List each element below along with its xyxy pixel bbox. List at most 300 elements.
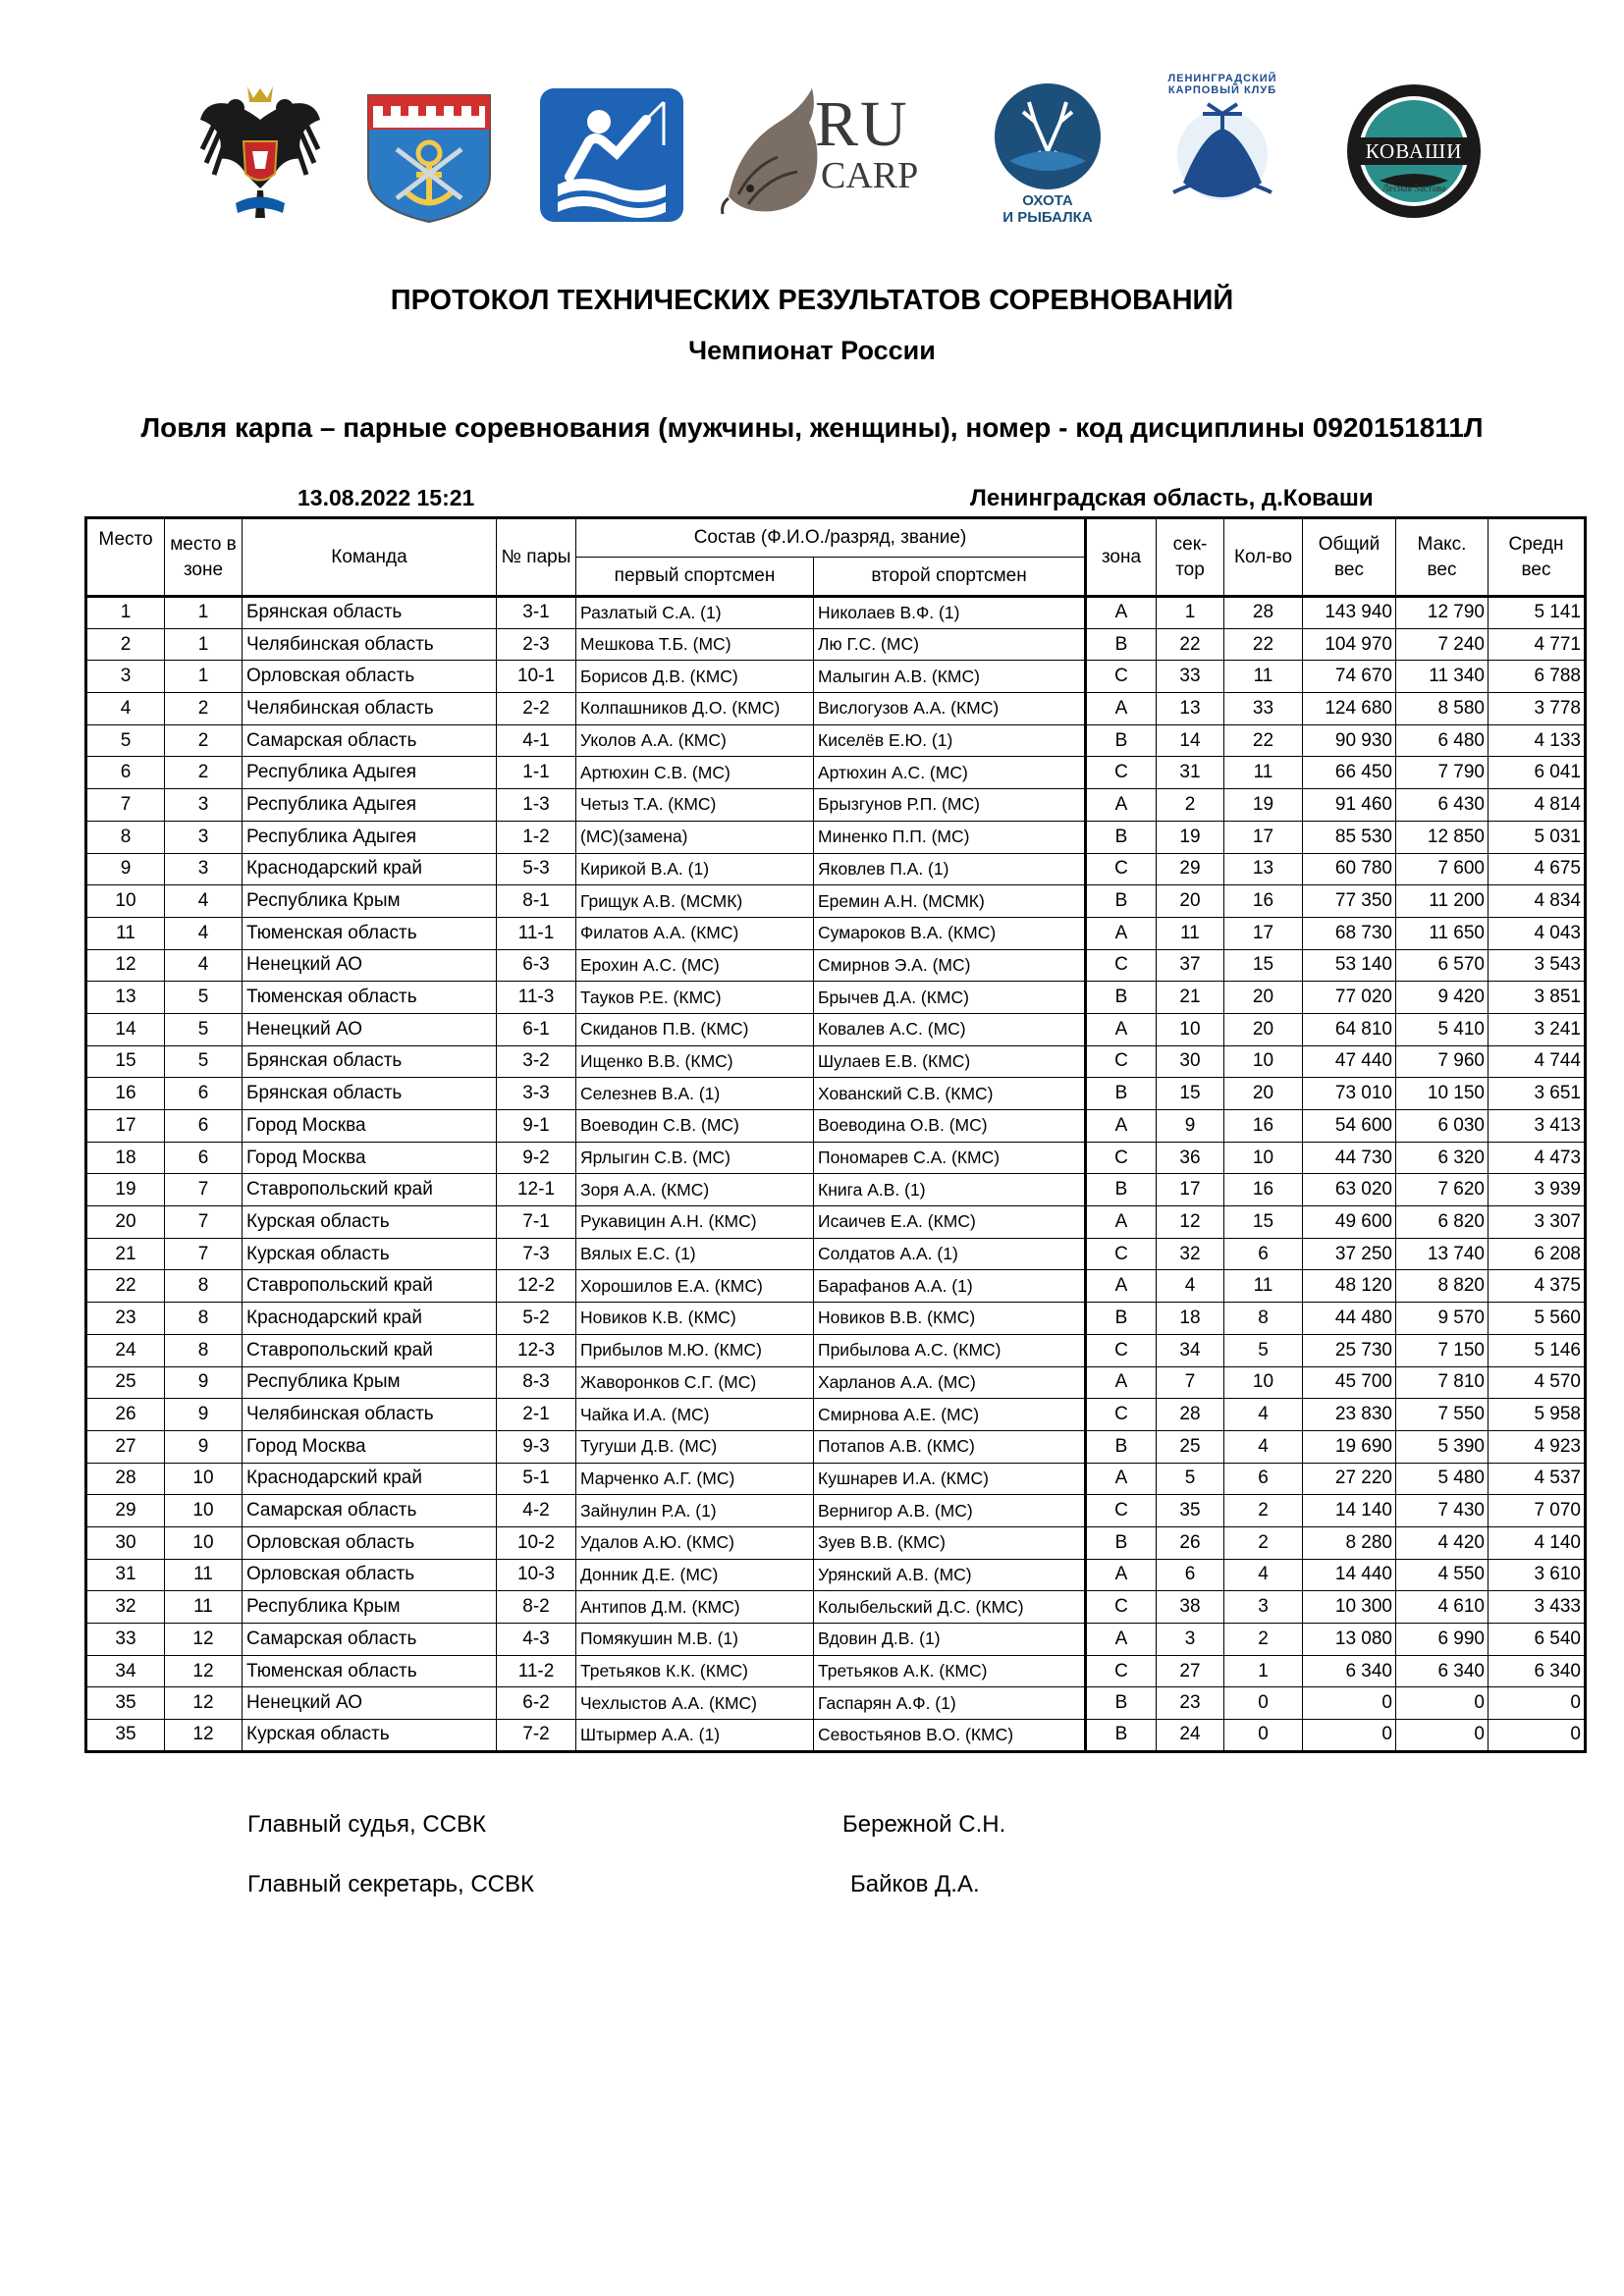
cell-team: Брянская область xyxy=(243,1078,497,1110)
cell-pair-no: 1-1 xyxy=(497,757,576,789)
cell-team: Самарская область xyxy=(243,724,497,757)
cell-avg-weight: 4 537 xyxy=(1489,1463,1586,1495)
cell-pair-no: 2-1 xyxy=(497,1399,576,1431)
cell-sector: 7 xyxy=(1157,1366,1224,1399)
cell-zone: C xyxy=(1086,949,1157,982)
cell-max-weight: 4 610 xyxy=(1396,1591,1489,1624)
cell-zone-place: 9 xyxy=(165,1430,243,1463)
table-row xyxy=(86,1142,1586,1174)
cell-pair-no: 2-3 xyxy=(497,628,576,661)
cell-first-athlete: Воеводин С.В. (МС) xyxy=(576,1110,814,1143)
russian-coat-of-arms-icon xyxy=(196,80,324,228)
cell-max-weight: 6 990 xyxy=(1396,1624,1489,1656)
cell-max-weight: 11 340 xyxy=(1396,661,1489,693)
table-row xyxy=(86,1238,1586,1270)
cell-zone-place: 7 xyxy=(165,1238,243,1270)
table-row xyxy=(86,1591,1586,1624)
cell-first-athlete: Удалов А.Ю. (КМС) xyxy=(576,1526,814,1559)
cell-second-athlete: Пономарев С.А. (КМС) xyxy=(814,1142,1086,1174)
table-row xyxy=(86,1399,1586,1431)
table-row xyxy=(86,1045,1586,1078)
cell-max-weight: 6 320 xyxy=(1396,1142,1489,1174)
cell-team: Республика Адыгея xyxy=(243,789,497,822)
cell-count: 11 xyxy=(1224,1270,1303,1303)
cell-second-athlete: Солдатов А.А. (1) xyxy=(814,1238,1086,1270)
cell-second-athlete: Исаичев Е.А. (КМС) xyxy=(814,1206,1086,1239)
cell-count: 22 xyxy=(1224,628,1303,661)
cell-place: 28 xyxy=(86,1463,165,1495)
cell-max-weight: 6 480 xyxy=(1396,724,1489,757)
leningrad-carp-club-text: ЛЕНИНГРАДСКИЙ КАРПОВЫЙ КЛУБ xyxy=(1167,73,1277,96)
table-row xyxy=(86,1495,1586,1527)
logo-strip xyxy=(0,69,1624,245)
ru-carp-ru: RU xyxy=(815,88,909,160)
cell-total-weight: 68 730 xyxy=(1303,917,1396,949)
cell-count: 11 xyxy=(1224,661,1303,693)
cell-avg-weight: 4 814 xyxy=(1489,789,1586,822)
cell-team: Самарская область xyxy=(243,1624,497,1656)
cell-count: 4 xyxy=(1224,1559,1303,1591)
cell-team: Республика Крым xyxy=(243,885,497,918)
cell-second-athlete: Книга А.В. (1) xyxy=(814,1174,1086,1206)
col-first-athlete: первый спортсмен xyxy=(576,558,814,597)
fishing-sport-icon xyxy=(538,86,685,224)
cell-zone-place: 7 xyxy=(165,1206,243,1239)
cell-zone: A xyxy=(1086,789,1157,822)
cell-team: Брянская область xyxy=(243,1045,497,1078)
cell-pair-no: 8-1 xyxy=(497,885,576,918)
cell-team: Курская область xyxy=(243,1238,497,1270)
cell-zone: B xyxy=(1086,1526,1157,1559)
cell-sector: 3 xyxy=(1157,1624,1224,1656)
cell-avg-weight: 3 778 xyxy=(1489,693,1586,725)
cell-team: Челябинская область xyxy=(243,628,497,661)
cell-first-athlete: Артюхин С.В. (МС) xyxy=(576,757,814,789)
cell-zone: A xyxy=(1086,1013,1157,1045)
cell-pair-no: 1-2 xyxy=(497,821,576,853)
cell-first-athlete: Селезнев В.А. (1) xyxy=(576,1078,814,1110)
cell-first-athlete: Зоря А.А. (КМС) xyxy=(576,1174,814,1206)
cell-avg-weight: 4 923 xyxy=(1489,1430,1586,1463)
cell-second-athlete: Малыгин А.В. (КМС) xyxy=(814,661,1086,693)
table-row xyxy=(86,789,1586,822)
cell-zone: B xyxy=(1086,628,1157,661)
cell-first-athlete: Четыз Т.А. (КМС) xyxy=(576,789,814,822)
cell-first-athlete: Хорошилов Е.А. (КМС) xyxy=(576,1270,814,1303)
cell-second-athlete: Третьяков А.К. (КМС) xyxy=(814,1655,1086,1687)
cell-first-athlete: Мешкова Т.Б. (МС) xyxy=(576,628,814,661)
cell-avg-weight: 4 043 xyxy=(1489,917,1586,949)
cell-zone-place: 5 xyxy=(165,982,243,1014)
cell-pair-no: 10-3 xyxy=(497,1559,576,1591)
cell-pair-no: 4-2 xyxy=(497,1495,576,1527)
cell-max-weight: 12 790 xyxy=(1396,597,1489,629)
results-table-header xyxy=(86,518,1586,597)
cell-sector: 31 xyxy=(1157,757,1224,789)
cell-max-weight: 7 790 xyxy=(1396,757,1489,789)
cell-count: 2 xyxy=(1224,1495,1303,1527)
cell-total-weight: 124 680 xyxy=(1303,693,1396,725)
cell-count: 10 xyxy=(1224,1142,1303,1174)
cell-sector: 26 xyxy=(1157,1526,1224,1559)
cell-max-weight: 13 740 xyxy=(1396,1238,1489,1270)
cell-place: 24 xyxy=(86,1334,165,1366)
cell-team: Республика Адыгея xyxy=(243,821,497,853)
cell-team: Курская область xyxy=(243,1720,497,1752)
cell-second-athlete: Шулаев Е.В. (КМС) xyxy=(814,1045,1086,1078)
cell-total-weight: 73 010 xyxy=(1303,1078,1396,1110)
cell-zone: A xyxy=(1086,1270,1157,1303)
cell-zone: B xyxy=(1086,1687,1157,1720)
table-row xyxy=(86,1463,1586,1495)
table-row xyxy=(86,1174,1586,1206)
cell-total-weight: 14 140 xyxy=(1303,1495,1396,1527)
cell-zone: B xyxy=(1086,1430,1157,1463)
cell-zone: A xyxy=(1086,693,1157,725)
cell-first-athlete: Новиков К.В. (КМС) xyxy=(576,1303,814,1335)
cell-total-weight: 104 970 xyxy=(1303,628,1396,661)
cell-avg-weight: 7 070 xyxy=(1489,1495,1586,1527)
table-row xyxy=(86,1270,1586,1303)
cell-zone-place: 3 xyxy=(165,853,243,885)
cell-count: 22 xyxy=(1224,724,1303,757)
cell-team: Город Москва xyxy=(243,1430,497,1463)
cell-place: 1 xyxy=(86,597,165,629)
cell-count: 15 xyxy=(1224,1206,1303,1239)
cell-second-athlete: Николаев В.Ф. (1) xyxy=(814,597,1086,629)
col-sector: сек-тор xyxy=(1157,518,1224,597)
cell-place: 8 xyxy=(86,821,165,853)
cell-pair-no: 10-2 xyxy=(497,1526,576,1559)
protocol-date: 13.08.2022 15:21 xyxy=(298,485,475,510)
cell-place: 6 xyxy=(86,757,165,789)
cell-count: 15 xyxy=(1224,949,1303,982)
table-row xyxy=(86,1430,1586,1463)
cell-zone-place: 7 xyxy=(165,1174,243,1206)
cell-pair-no: 5-3 xyxy=(497,853,576,885)
cell-total-weight: 23 830 xyxy=(1303,1399,1396,1431)
cell-zone-place: 10 xyxy=(165,1463,243,1495)
cell-avg-weight: 4 771 xyxy=(1489,628,1586,661)
cell-max-weight: 8 820 xyxy=(1396,1270,1489,1303)
cell-zone: B xyxy=(1086,885,1157,918)
protocol-title: ПРОТОКОЛ ТЕХНИЧЕСКИХ РЕЗУЛЬТАТОВ СОРЕВНОВАНИЙ xyxy=(390,285,1234,316)
cell-avg-weight: 3 851 xyxy=(1489,982,1586,1014)
cell-max-weight: 7 430 xyxy=(1396,1495,1489,1527)
cell-team: Самарская область xyxy=(243,1495,497,1527)
cell-pair-no: 3-3 xyxy=(497,1078,576,1110)
cell-total-weight: 6 340 xyxy=(1303,1655,1396,1687)
cell-second-athlete: Вдовин Д.В. (1) xyxy=(814,1624,1086,1656)
cell-zone-place: 4 xyxy=(165,949,243,982)
cell-zone: C xyxy=(1086,757,1157,789)
cell-avg-weight: 3 413 xyxy=(1489,1110,1586,1143)
cell-zone: C xyxy=(1086,1045,1157,1078)
cell-second-athlete: Кушнарев И.А. (КМС) xyxy=(814,1463,1086,1495)
cell-max-weight: 7 600 xyxy=(1396,853,1489,885)
cell-team: Курская область xyxy=(243,1206,497,1239)
cell-zone-place: 6 xyxy=(165,1078,243,1110)
cell-first-athlete: Помякушин М.В. (1) xyxy=(576,1624,814,1656)
cell-max-weight: 4 420 xyxy=(1396,1526,1489,1559)
cell-zone: B xyxy=(1086,1078,1157,1110)
cell-count: 28 xyxy=(1224,597,1303,629)
cell-team: Челябинская область xyxy=(243,693,497,725)
cell-total-weight: 49 600 xyxy=(1303,1206,1396,1239)
cell-zone-place: 12 xyxy=(165,1624,243,1656)
cell-team: Орловская область xyxy=(243,661,497,693)
cell-zone: C xyxy=(1086,1655,1157,1687)
cell-first-athlete: Тугуши Д.В. (МС) xyxy=(576,1430,814,1463)
cell-total-weight: 66 450 xyxy=(1303,757,1396,789)
cell-count: 11 xyxy=(1224,757,1303,789)
cell-sector: 25 xyxy=(1157,1430,1224,1463)
cell-place: 25 xyxy=(86,1366,165,1399)
cell-sector: 5 xyxy=(1157,1463,1224,1495)
cell-sector: 23 xyxy=(1157,1687,1224,1720)
cell-pair-no: 9-1 xyxy=(497,1110,576,1143)
cell-total-weight: 77 020 xyxy=(1303,982,1396,1014)
cell-team: Краснодарский край xyxy=(243,1303,497,1335)
cell-place: 14 xyxy=(86,1013,165,1045)
cell-count: 16 xyxy=(1224,885,1303,918)
cell-first-athlete: Антипов Д.М. (КМС) xyxy=(576,1591,814,1624)
cell-place: 20 xyxy=(86,1206,165,1239)
cell-total-weight: 90 930 xyxy=(1303,724,1396,757)
cell-team: Орловская область xyxy=(243,1526,497,1559)
cell-place: 32 xyxy=(86,1591,165,1624)
cell-sector: 2 xyxy=(1157,789,1224,822)
cell-zone: C xyxy=(1086,1334,1157,1366)
table-row xyxy=(86,724,1586,757)
table-row xyxy=(86,1655,1586,1687)
cell-place: 34 xyxy=(86,1655,165,1687)
cell-total-weight: 48 120 xyxy=(1303,1270,1396,1303)
cell-avg-weight: 3 610 xyxy=(1489,1559,1586,1591)
cell-team: Брянская область xyxy=(243,597,497,629)
cell-zone: A xyxy=(1086,1366,1157,1399)
cell-avg-weight: 6 540 xyxy=(1489,1624,1586,1656)
cell-sector: 34 xyxy=(1157,1334,1224,1366)
cell-total-weight: 10 300 xyxy=(1303,1591,1396,1624)
cell-avg-weight: 3 651 xyxy=(1489,1078,1586,1110)
chief-secretary-label: Главный секретарь, ССВК xyxy=(247,1871,534,1897)
cell-total-weight: 77 350 xyxy=(1303,885,1396,918)
cell-count: 10 xyxy=(1224,1045,1303,1078)
cell-avg-weight: 4 744 xyxy=(1489,1045,1586,1078)
cell-total-weight: 85 530 xyxy=(1303,821,1396,853)
cell-team: Челябинская область xyxy=(243,1399,497,1431)
cell-avg-weight: 3 433 xyxy=(1489,1591,1586,1624)
cell-max-weight: 7 240 xyxy=(1396,628,1489,661)
cell-max-weight: 6 030 xyxy=(1396,1110,1489,1143)
table-row xyxy=(86,1559,1586,1591)
cell-avg-weight: 6 041 xyxy=(1489,757,1586,789)
leningrad-carp-club-logo-icon xyxy=(1149,75,1296,230)
col-composition: Состав (Ф.И.О./разряд, звание) xyxy=(576,518,1086,558)
cell-avg-weight: 4 133 xyxy=(1489,724,1586,757)
cell-place: 22 xyxy=(86,1270,165,1303)
cell-team: Ставропольский край xyxy=(243,1270,497,1303)
cell-place: 5 xyxy=(86,724,165,757)
table-row xyxy=(86,982,1586,1014)
cell-max-weight: 6 430 xyxy=(1396,789,1489,822)
cell-first-athlete: Чайка И.А. (МС) xyxy=(576,1399,814,1431)
cell-count: 20 xyxy=(1224,1078,1303,1110)
cell-total-weight: 143 940 xyxy=(1303,597,1396,629)
cell-team: Город Москва xyxy=(243,1110,497,1143)
cell-pair-no: 11-1 xyxy=(497,917,576,949)
cell-avg-weight: 4 473 xyxy=(1489,1142,1586,1174)
discipline-title: Ловля карпа – парные соревнования (мужчины, женщины), номер - код дисциплины 0920151811Л xyxy=(140,412,1484,443)
cell-total-weight: 13 080 xyxy=(1303,1624,1396,1656)
cell-avg-weight: 6 208 xyxy=(1489,1238,1586,1270)
cell-second-athlete: Харланов А.А. (МС) xyxy=(814,1366,1086,1399)
cell-place: 26 xyxy=(86,1399,165,1431)
cell-total-weight: 44 730 xyxy=(1303,1142,1396,1174)
cell-team: Тюменская область xyxy=(243,982,497,1014)
cell-place: 29 xyxy=(86,1495,165,1527)
cell-sector: 14 xyxy=(1157,724,1224,757)
cell-place: 4 xyxy=(86,693,165,725)
cell-max-weight: 6 340 xyxy=(1396,1655,1489,1687)
table-row xyxy=(86,628,1586,661)
table-row xyxy=(86,1206,1586,1239)
cell-max-weight: 11 200 xyxy=(1396,885,1489,918)
table-row xyxy=(86,693,1586,725)
cell-team: Республика Адыгея xyxy=(243,757,497,789)
cell-avg-weight: 5 141 xyxy=(1489,597,1586,629)
cell-total-weight: 53 140 xyxy=(1303,949,1396,982)
cell-zone: A xyxy=(1086,1624,1157,1656)
cell-pair-no: 1-3 xyxy=(497,789,576,822)
kovashi-text xyxy=(1345,139,1483,194)
cell-zone: C xyxy=(1086,1399,1157,1431)
table-row xyxy=(86,1110,1586,1143)
cell-place: 35 xyxy=(86,1720,165,1752)
cell-sector: 1 xyxy=(1157,597,1224,629)
cell-avg-weight: 4 834 xyxy=(1489,885,1586,918)
leningrad-oblast-emblem-icon xyxy=(365,92,493,224)
ru-carp-carp: CARP xyxy=(821,155,919,196)
cell-sector: 38 xyxy=(1157,1591,1224,1624)
cell-count: 20 xyxy=(1224,982,1303,1014)
cell-team: Тюменская область xyxy=(243,1655,497,1687)
okhota-i-rybalka-logo-icon xyxy=(990,82,1106,190)
cell-total-weight: 63 020 xyxy=(1303,1174,1396,1206)
cell-pair-no: 2-2 xyxy=(497,693,576,725)
cell-avg-weight: 4 375 xyxy=(1489,1270,1586,1303)
cell-total-weight: 45 700 xyxy=(1303,1366,1396,1399)
cell-team: Ненецкий АО xyxy=(243,949,497,982)
cell-zone-place: 2 xyxy=(165,724,243,757)
cell-team: Краснодарский край xyxy=(243,1463,497,1495)
cell-first-athlete: Скиданов П.В. (КМС) xyxy=(576,1013,814,1045)
cell-place: 7 xyxy=(86,789,165,822)
cell-zone-place: 2 xyxy=(165,757,243,789)
cell-max-weight: 7 150 xyxy=(1396,1334,1489,1366)
table-row xyxy=(86,1334,1586,1366)
cell-first-athlete: Разлатый С.А. (1) xyxy=(576,597,814,629)
cell-second-athlete: Вернигор А.В. (МС) xyxy=(814,1495,1086,1527)
cell-team: Ненецкий АО xyxy=(243,1687,497,1720)
cell-max-weight: 7 550 xyxy=(1396,1399,1489,1431)
cell-sector: 11 xyxy=(1157,917,1224,949)
cell-avg-weight: 0 xyxy=(1489,1720,1586,1752)
cell-count: 5 xyxy=(1224,1334,1303,1366)
cell-second-athlete: Брызгунов Р.П. (МС) xyxy=(814,789,1086,822)
table-row xyxy=(86,885,1586,918)
cell-max-weight: 0 xyxy=(1396,1687,1489,1720)
cell-zone: B xyxy=(1086,1720,1157,1752)
cell-first-athlete: Колпашников Д.О. (КМС) xyxy=(576,693,814,725)
cell-avg-weight: 4 570 xyxy=(1489,1366,1586,1399)
cell-pair-no: 11-2 xyxy=(497,1655,576,1687)
cell-total-weight: 27 220 xyxy=(1303,1463,1396,1495)
cell-second-athlete: Яковлев П.А. (1) xyxy=(814,853,1086,885)
table-row xyxy=(86,853,1586,885)
cell-zone-place: 4 xyxy=(165,917,243,949)
cell-sector: 35 xyxy=(1157,1495,1224,1527)
cell-zone: B xyxy=(1086,724,1157,757)
cell-sector: 30 xyxy=(1157,1045,1224,1078)
cell-place: 17 xyxy=(86,1110,165,1143)
col-team: Команда xyxy=(243,518,497,597)
cell-sector: 29 xyxy=(1157,853,1224,885)
cell-sector: 37 xyxy=(1157,949,1224,982)
table-row xyxy=(86,949,1586,982)
cell-pair-no: 12-3 xyxy=(497,1334,576,1366)
cell-avg-weight: 5 031 xyxy=(1489,821,1586,853)
cell-zone: C xyxy=(1086,661,1157,693)
cell-count: 4 xyxy=(1224,1430,1303,1463)
cell-second-athlete: Хованский С.В. (КМС) xyxy=(814,1078,1086,1110)
cell-second-athlete: Потапов А.В. (КМС) xyxy=(814,1430,1086,1463)
cell-max-weight: 9 570 xyxy=(1396,1303,1489,1335)
col-total-weight: Общий вес xyxy=(1303,518,1396,597)
cell-first-athlete: Жаворонков С.Г. (МС) xyxy=(576,1366,814,1399)
cell-zone: A xyxy=(1086,917,1157,949)
cell-total-weight: 47 440 xyxy=(1303,1045,1396,1078)
cell-first-athlete: Донник Д.Е. (МС) xyxy=(576,1559,814,1591)
cell-second-athlete: Миненко П.П. (МС) xyxy=(814,821,1086,853)
cell-sector: 24 xyxy=(1157,1720,1224,1752)
cell-place: 21 xyxy=(86,1238,165,1270)
cell-place: 23 xyxy=(86,1303,165,1335)
cell-total-weight: 54 600 xyxy=(1303,1110,1396,1143)
cell-pair-no: 7-1 xyxy=(497,1206,576,1239)
cell-avg-weight: 5 958 xyxy=(1489,1399,1586,1431)
cell-count: 10 xyxy=(1224,1366,1303,1399)
cell-second-athlete: Киселёв Е.Ю. (1) xyxy=(814,724,1086,757)
cell-zone-place: 8 xyxy=(165,1334,243,1366)
cell-avg-weight: 5 146 xyxy=(1489,1334,1586,1366)
cell-team: Республика Крым xyxy=(243,1591,497,1624)
cell-count: 6 xyxy=(1224,1238,1303,1270)
cell-sector: 18 xyxy=(1157,1303,1224,1335)
cell-first-athlete: Филатов А.А. (КМС) xyxy=(576,917,814,949)
cell-second-athlete: Смирнова А.Е. (МС) xyxy=(814,1399,1086,1431)
cell-total-weight: 8 280 xyxy=(1303,1526,1396,1559)
cell-pair-no: 5-1 xyxy=(497,1463,576,1495)
table-row xyxy=(86,821,1586,853)
lesnaya-zastava: Лесная Застава xyxy=(1381,184,1446,194)
cell-zone-place: 6 xyxy=(165,1142,243,1174)
cell-zone-place: 11 xyxy=(165,1559,243,1591)
cell-team: Краснодарский край xyxy=(243,853,497,885)
cell-count: 20 xyxy=(1224,1013,1303,1045)
results-table-body xyxy=(86,597,1586,1752)
